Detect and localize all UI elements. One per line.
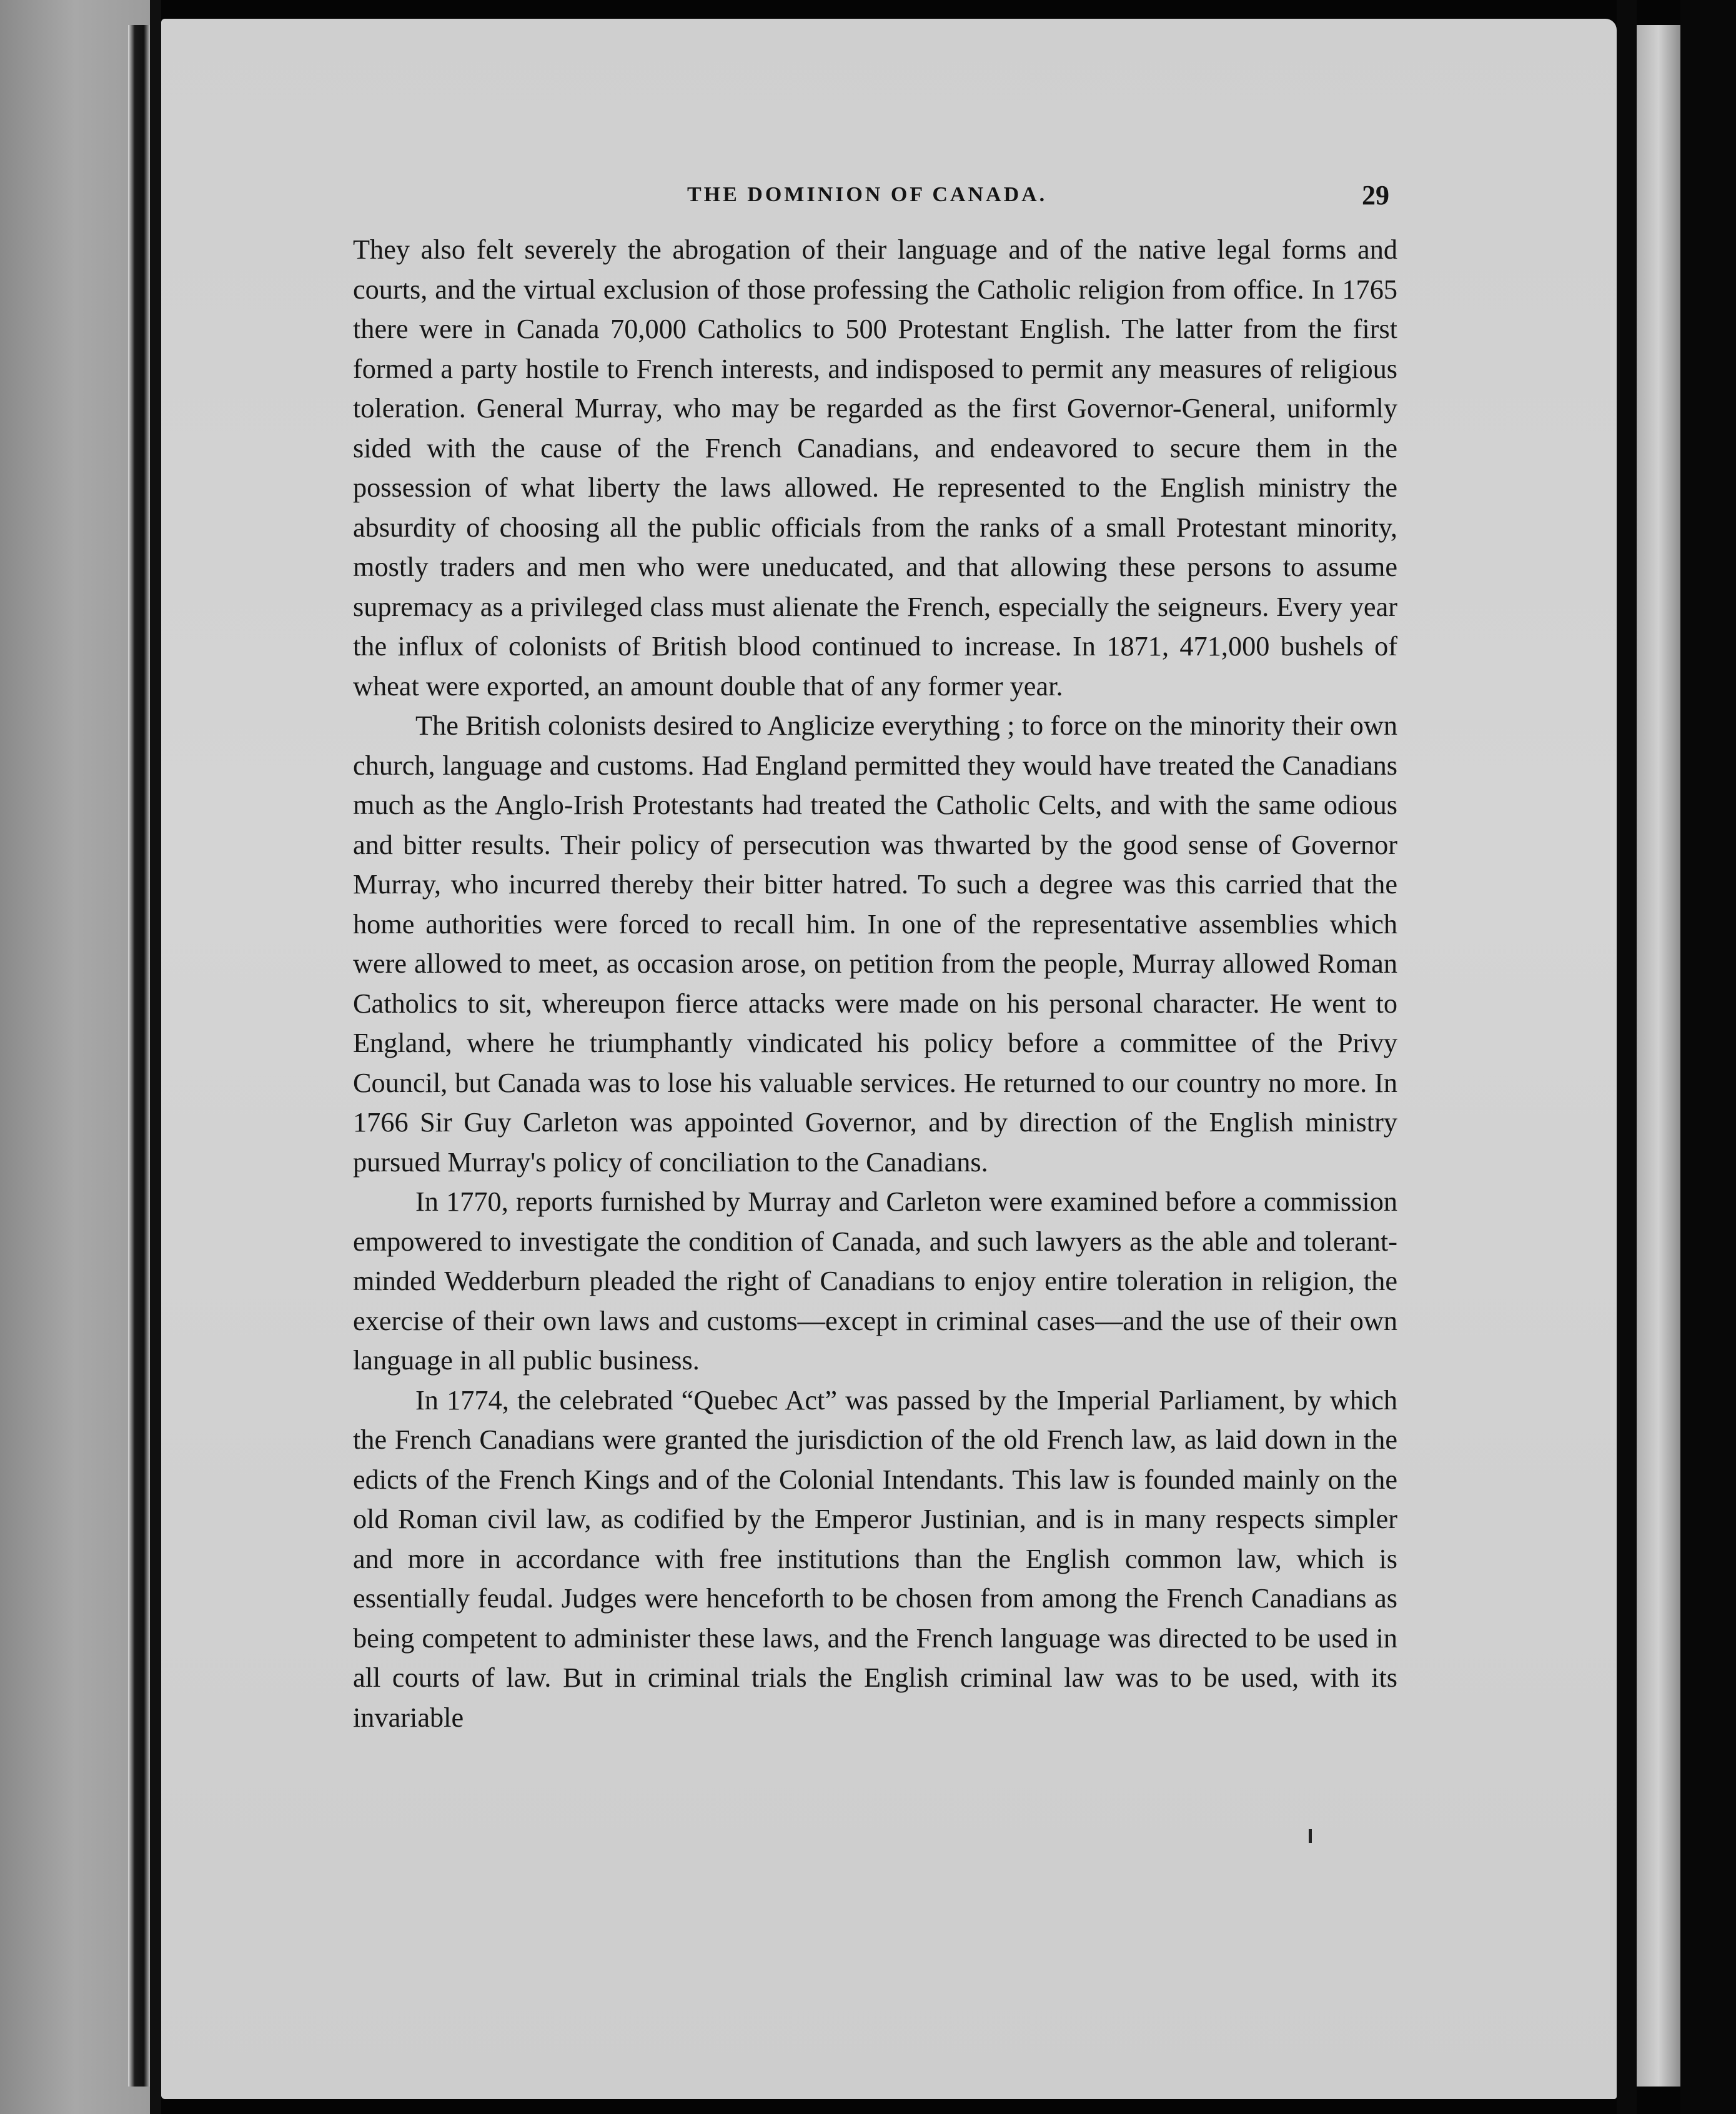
body-text	[353, 230, 1397, 1737]
paragraph: In 1770, reports furnished by Murray and Carleton were examined before a commission empowered to investigate the condition of Canada, and such lawyers as the able and tolerant-minded Wedderburn pleaded the right of Canadians to enjoy entire toleration in religion, the exercise of their own laws and customs—except in criminal cases—and the use of their own language in all public business.	[353, 1186, 1397, 1376]
gutter-shadow	[150, 0, 161, 2114]
paragraph: They also felt severely the abrogation of their language and of the native legal forms and courts, and the virtual exclusion of those professing the Catholic religion from office. In 1765 there were in Canada 70,000 Catholics to 500 Protestant English. The latter from the first formed a party hostile to French interests, and indisposed to permit any measures of religious toleration. General Murray, who may be regarded as the first Governor-General, uniformly sided with the cause of the French Canadians, and endeavored to secure them in the possession of what liberty the laws allowed. He represented to the English ministry the absurdity of choosing all the public officials from the ranks of a small Protestant minority, mostly traders and men who were uneducated, and that allowing these persons to assume supremacy as a privileged class must alienate the French, especially the seigneurs. Every year the influx of colonists of British blood continued to increase. In 1871, 471,000 bushels of wheat were exported, an amount double that of any former year.	[353, 234, 1397, 702]
right-shadow	[1617, 0, 1637, 2114]
page-stack-edge	[1637, 25, 1680, 2087]
paragraph: In 1774, the celebrated “Quebec Act” was passed by the Imperial Parliament, by which the French Canadians were granted the jurisdiction of the old French law, as laid down in the edicts of the French Kings and of the Colonial Intendants. This law is founded mainly on the old Roman civil law, as codified by the Emperor Justinian, and is in many respects simpler and more in accordance with free institutions than the English common law, which is essentially feudal. Judges were henceforth to be chosen from among the French Canadians as being competent to administer these laws, and the French language was directed to be used in all courts of law. But in criminal trials the English criminal law was to be used, with its invariable	[353, 1384, 1397, 1733]
right-border	[1680, 0, 1736, 2114]
left-page-margin	[0, 0, 150, 2114]
page-header	[0, 180, 1736, 214]
ink-mark	[1309, 1829, 1312, 1843]
binding-edge	[128, 25, 151, 2087]
running-title: THE DOMINION OF CANADA.	[687, 183, 1048, 206]
page-number: 29	[1362, 180, 1389, 211]
paragraph: The British colonists desired to Anglicize everything ; to force on the minority their own church, language and customs. Had England permitted they would have treated the Canadians much as the Anglo-Irish Protestants had treated the Catholic Celts, and with the same odious and bitter results. Their policy of persecution was thwarted by the good sense of Governor Murray, who incurred thereby their bitter hatred. To such a degree was this carried that the home authorities were forced to recall him. In one of the representative assemblies which were allowed to meet, as occasion arose, on petition from the people, Murray allowed Roman Catholics to sit, whereupon fierce attacks were made on his personal character. He went to England, where he triumphantly vindicated his policy before a committee of the Privy Council, but Canada was to lose his valuable services. He returned to our country no more. In 1766 Sir Guy Carleton was appointed Governor, and by direction of the English ministry pursued Murray's policy of conciliation to the Canadians.	[353, 710, 1397, 1178]
